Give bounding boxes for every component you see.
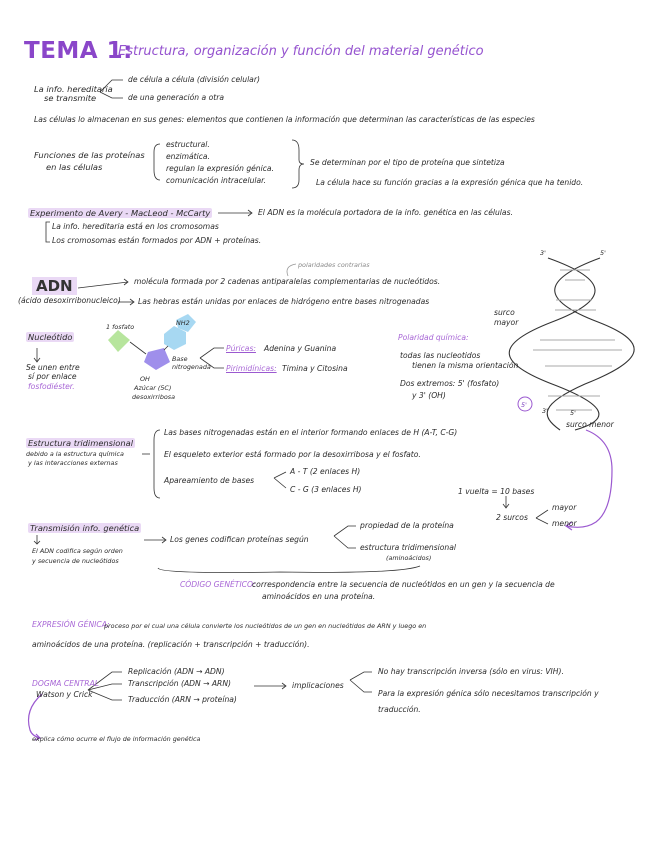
codigo-label: CÓDIGO GENÉTICO: xyxy=(180,580,256,589)
vuelta-line: 1 vuelta = 10 bases xyxy=(458,487,535,496)
expresion-text-1: proceso por el cual una célula convierte los nucleótidos de un gen en nucleótidos de ARN y luego en xyxy=(104,622,427,630)
polaridad-item-1a: todas las nucleotidos xyxy=(400,351,481,360)
helix-3prime-top: 3' xyxy=(540,249,546,257)
protein-function-4: comunicación intracelular. xyxy=(166,176,266,185)
implicaciones-label: implicaciones xyxy=(292,681,344,690)
tridimensional-label: Estructura tridimensional xyxy=(28,438,134,448)
adn-line-2: Las hebras están unidas por enlaces de hidrógeno entre bases nitrogenadas xyxy=(138,297,430,306)
dogma-authors: Watson y Crick xyxy=(36,690,93,699)
surco-mayor-1: surco xyxy=(494,308,515,317)
polaridad-item-2a: Dos extremos: 5' (fosfato) xyxy=(400,379,500,388)
codigo-text-1: correspondencia entre la secuencia de nucleótidos en un gen y la secuencia de xyxy=(252,580,555,589)
info-branch-1: de célula a célula (división celular) xyxy=(128,75,260,84)
transmision-mid: Los genes codifican proteínas según xyxy=(170,535,309,544)
surco-mayor-label: mayor xyxy=(552,503,577,512)
helix-5prime-bottom: 5' xyxy=(570,409,576,417)
proteins-label-2: en las células xyxy=(46,162,103,172)
info-label: La info. hereditaria xyxy=(34,84,113,94)
oh-label: OH xyxy=(140,375,150,383)
azucar-label: Azúcar (5C) xyxy=(134,384,172,392)
dogma-replicacion: Replicación (ADN → ADN) xyxy=(128,667,225,676)
avery-bullet-2: Los cromosomas están formados por ADN + proteínas. xyxy=(52,236,262,245)
tridimensional-b1: Las bases nitrogenadas están en el interior formando enlaces de H (A-T, C-G) xyxy=(164,428,458,437)
expresion-label: EXPRESIÓN GÉNICA: xyxy=(32,620,110,629)
transmision-label: Transmisión info. genética xyxy=(30,523,140,533)
proteins-note-2: La célula hace su función gracias a la expresión génica que ha tenido. xyxy=(316,178,584,187)
info-branch-2: de una generación a otra xyxy=(128,93,224,102)
fosfato-label: 1 fosfato xyxy=(106,323,135,331)
nucleotido-label: Nucleótido xyxy=(28,332,73,342)
polaridad-item-1b: tienen la misma orientación xyxy=(412,361,519,370)
avery-bullet-1: La info. hereditaria está en los cromosomas xyxy=(52,222,219,231)
tridimensional-b3: Apareamiento de bases xyxy=(164,476,255,485)
dogma-explica: explica cómo ocurre el flujo de información genética xyxy=(32,735,201,743)
base-pair-2: C - G (3 enlaces H) xyxy=(290,485,362,494)
transmision-sub-2: y secuencia de nucleótidos xyxy=(32,557,119,565)
codigo-text-2: aminoácidos en una proteína. xyxy=(262,592,376,601)
base-pair-1: A - T (2 enlaces H) xyxy=(290,467,361,476)
helix-3prime-bottom: 3' xyxy=(542,407,548,415)
protein-function-1: estructural. xyxy=(166,140,210,149)
page-subtitle: Estructura, organización y función del material genético xyxy=(118,44,484,59)
nucleotido-union-1: Se unen entre xyxy=(26,363,80,372)
base-label-2: nitrogenada xyxy=(172,363,211,371)
adn-line-1: molécula formada por 2 cadenas antiparalelas complementarias de nucleótidos. xyxy=(134,277,441,286)
dogma-transcripcion: Transcripción (ADN → ARN) xyxy=(128,679,231,688)
proteins-label: Funciones de las proteínas xyxy=(34,150,145,160)
implicacion-2b: traducción. xyxy=(378,705,421,714)
info-label-2: se transmite xyxy=(44,93,97,103)
adn-label: ADN xyxy=(32,277,77,295)
genes-line: Las células lo almacenan en sus genes: elementos que contienen la información que determinan las características de las especies xyxy=(34,115,535,124)
implicacion-2a: Para la expresión génica sólo necesitamos transcripción y xyxy=(378,689,599,698)
nucleotido-union-2: sí por enlace xyxy=(28,372,77,381)
polaridad-item-2b: y 3' (OH) xyxy=(412,391,446,400)
surco-mayor-2: mayor xyxy=(494,318,519,327)
expresion-text-2: aminoácidos de una proteína. (replicación + transcripción + traducción). xyxy=(32,640,310,649)
dogma-traduccion: Traducción (ARN → proteína) xyxy=(128,695,237,704)
puricas-value: Adenina y Guanina xyxy=(264,344,337,353)
base-label: Base xyxy=(172,355,188,363)
tridimensional-label-2: debido a la estructura química xyxy=(26,450,124,458)
transmision-sub-1: El ADN codifica según orden xyxy=(32,547,123,555)
transmision-r1: propiedad de la proteína xyxy=(360,521,454,530)
helix-5prime-top: 5' xyxy=(600,249,606,257)
nh2-label: NH2 xyxy=(176,319,190,327)
protein-function-2: enzimática. xyxy=(166,152,210,161)
avery-result: El ADN es la molécula portadora de la info. genética en las células. xyxy=(258,208,513,217)
surco-menor: surco menor xyxy=(566,420,614,429)
page-title: TEMA 1: xyxy=(24,38,133,64)
pirimidinicas-label: Pirimidínicas: xyxy=(226,364,277,373)
dogma-label: DOGMA CENTRAL xyxy=(32,679,99,688)
polaridad-title: Polaridad química: xyxy=(398,333,469,342)
adn-sub: (ácido desoxirribonucleico) xyxy=(18,296,121,305)
puricas-label: Púricas: xyxy=(226,344,256,353)
transmision-r2b: (aminoácidos) xyxy=(386,554,432,562)
azucar-label-2: desoxirribosa xyxy=(132,393,176,401)
nucleotido-union-3: fosfodiéster. xyxy=(28,382,75,391)
tridimensional-b2: El esqueleto exterior está formado por la desoxirribosa y el fosfato. xyxy=(164,450,421,459)
tridimensional-label-3: y las interacciones externas xyxy=(28,459,118,467)
helix-5prime-circle: 5' xyxy=(521,401,527,409)
transmision-r2: estructura tridimensional xyxy=(360,543,457,552)
surcos-label: 2 surcos xyxy=(496,513,528,522)
polaridades-note: polaridades contrarias xyxy=(298,261,370,269)
avery-label: Experimento de Avery - MacLeod - McCarty xyxy=(30,208,211,218)
implicacion-1: No hay transcripción inversa (sólo en virus: VIH). xyxy=(378,667,564,676)
pirimidinicas-value: Timina y Citosina xyxy=(282,364,348,373)
surco-menor-label: menor xyxy=(552,519,577,528)
proteins-note-1: Se determinan por el tipo de proteína que sintetiza xyxy=(310,158,505,167)
protein-function-3: regulan la expresión génica. xyxy=(166,164,274,173)
